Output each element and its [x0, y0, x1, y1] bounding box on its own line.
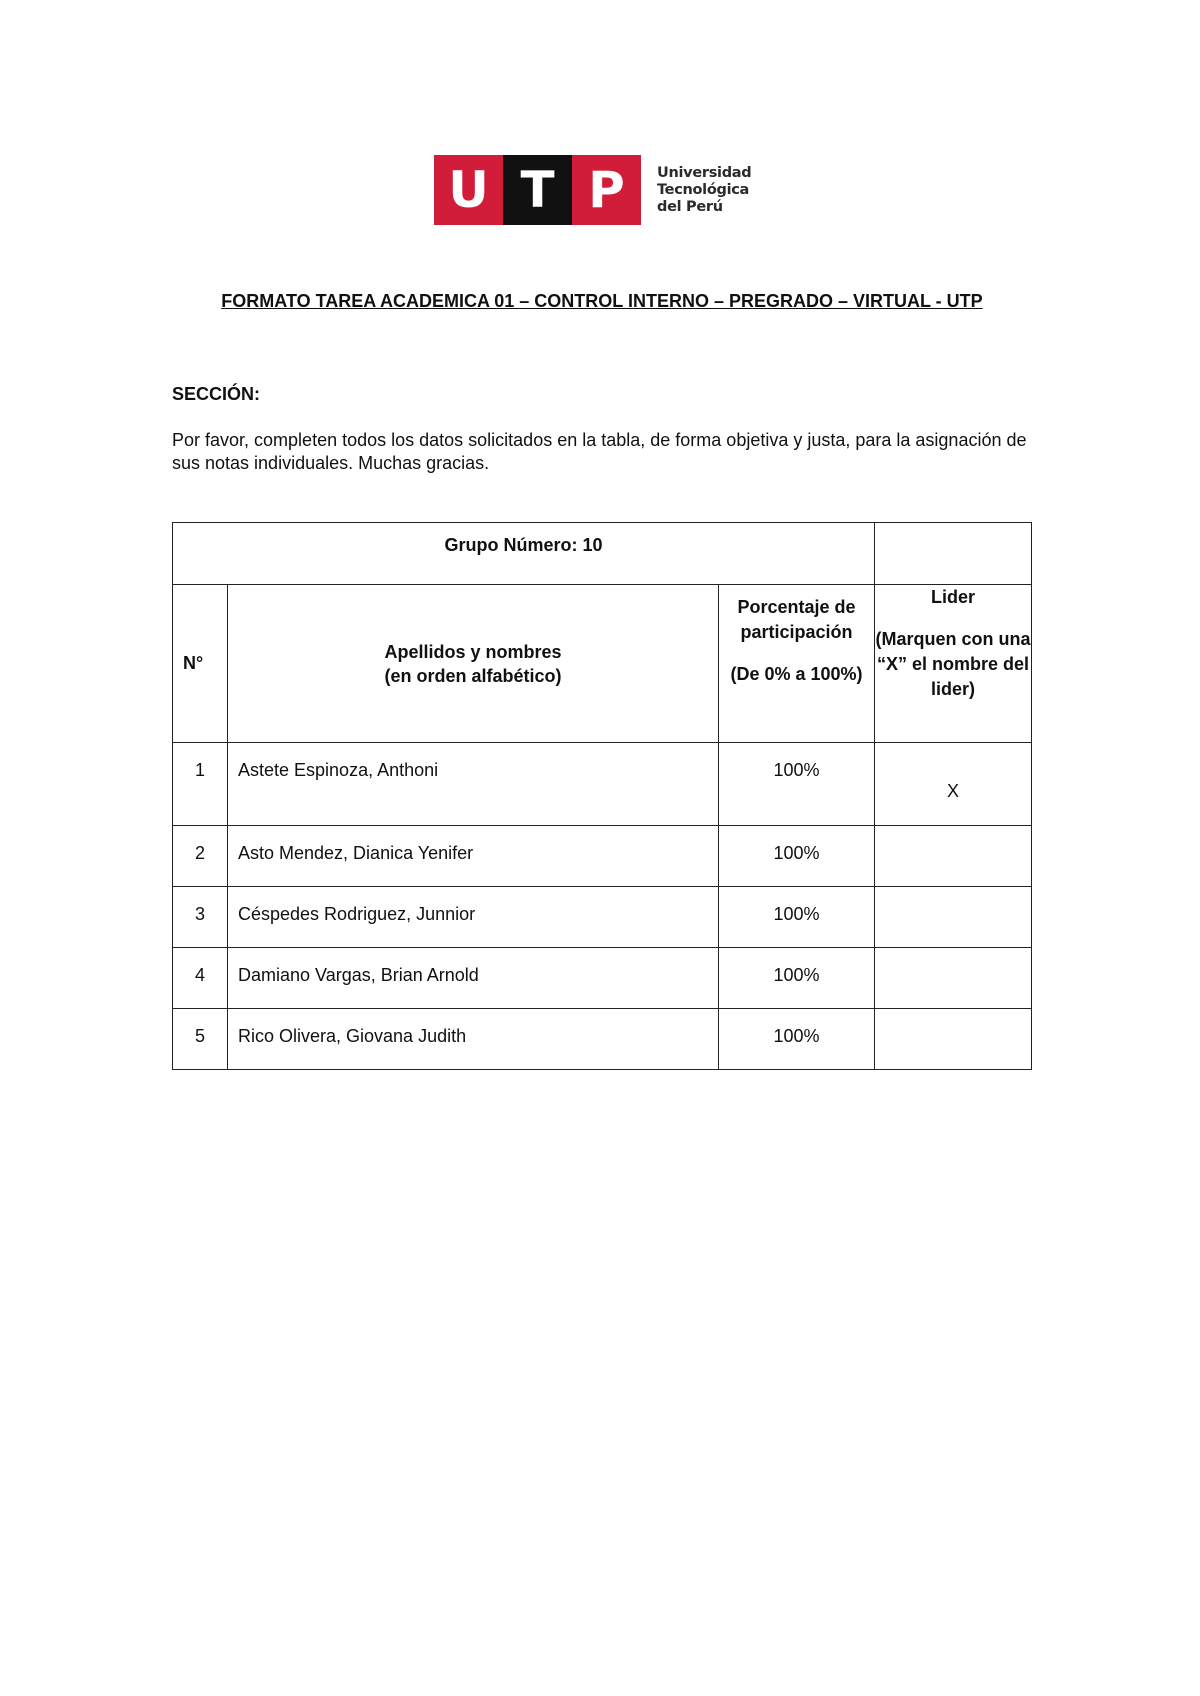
table-row — [173, 826, 1032, 887]
table-row — [173, 743, 1032, 826]
row-leader-mark — [875, 1009, 1032, 1070]
row-name: Céspedes Rodriguez, Junnior — [228, 887, 719, 948]
row-percentage: 100% — [719, 1009, 875, 1070]
row-leader-mark — [875, 887, 1032, 948]
header-leader-note: (Marquen con una “X” el nombre del lider) — [875, 629, 1031, 699]
header-names-line-2: (en orden alfabético) — [384, 665, 562, 686]
logo-name-line-2: Tecnológica — [657, 181, 750, 198]
row-number: 4 — [173, 948, 228, 1009]
logo-name-line-1: Universidad — [657, 164, 752, 181]
logo-name-line-3: del Perú — [657, 198, 723, 215]
header-number: N° — [173, 585, 228, 743]
header-percentage-title: Porcentaje de participación — [737, 597, 856, 642]
row-leader-mark — [875, 826, 1032, 887]
group-empty-cell — [875, 523, 1032, 585]
row-number: 5 — [173, 1009, 228, 1070]
row-name: Damiano Vargas, Brian Arnold — [228, 948, 719, 1009]
group-title-row — [173, 523, 1032, 585]
row-name: Rico Olivera, Giovana Judith — [228, 1009, 719, 1070]
group-number-cell: Grupo Número: 10 — [173, 523, 875, 585]
section-label: SECCIÓN: — [172, 384, 261, 404]
logo-institution-name — [657, 165, 751, 216]
table-row — [173, 1009, 1032, 1070]
row-percentage: 100% — [719, 826, 875, 887]
row-name: Astete Espinoza, Anthoni — [228, 743, 719, 826]
header-leader-title: Lider — [931, 587, 976, 607]
logo-letter-p: P — [572, 155, 641, 225]
logo-letter-blocks — [434, 155, 641, 225]
logo-letter-u: U — [434, 155, 503, 225]
row-number: 1 — [173, 743, 228, 826]
row-leader-mark — [875, 948, 1032, 1009]
row-percentage: 100% — [719, 948, 875, 1009]
header-leader — [875, 585, 1032, 743]
row-leader-mark: X — [875, 743, 1032, 826]
table-row — [173, 948, 1032, 1009]
header-names — [228, 585, 719, 743]
row-percentage: 100% — [719, 743, 875, 826]
row-number: 3 — [173, 887, 228, 948]
group-members-table — [172, 522, 1032, 1070]
table-row — [173, 887, 1032, 948]
utp-logo — [434, 155, 751, 225]
instructions-paragraph: Por favor, completen todos los datos solicitados en la tabla, de forma objetiva y justa, para la asignación de sus notas individuales. Muchas gracias. — [172, 430, 1027, 473]
header-percentage — [719, 585, 875, 743]
row-percentage: 100% — [719, 887, 875, 948]
document-title: FORMATO TAREA ACADEMICA 01 – CONTROL INTERNO – PREGRADO – VIRTUAL - UTP — [221, 291, 983, 311]
logo-letter-t: T — [503, 155, 572, 225]
row-number: 2 — [173, 826, 228, 887]
table-header-row — [173, 585, 1032, 743]
header-names-line-1: Apellidos y nombres — [384, 641, 562, 662]
row-name: Asto Mendez, Dianica Yenifer — [228, 826, 719, 887]
header-percentage-range: (De 0% a 100%) — [730, 664, 863, 684]
